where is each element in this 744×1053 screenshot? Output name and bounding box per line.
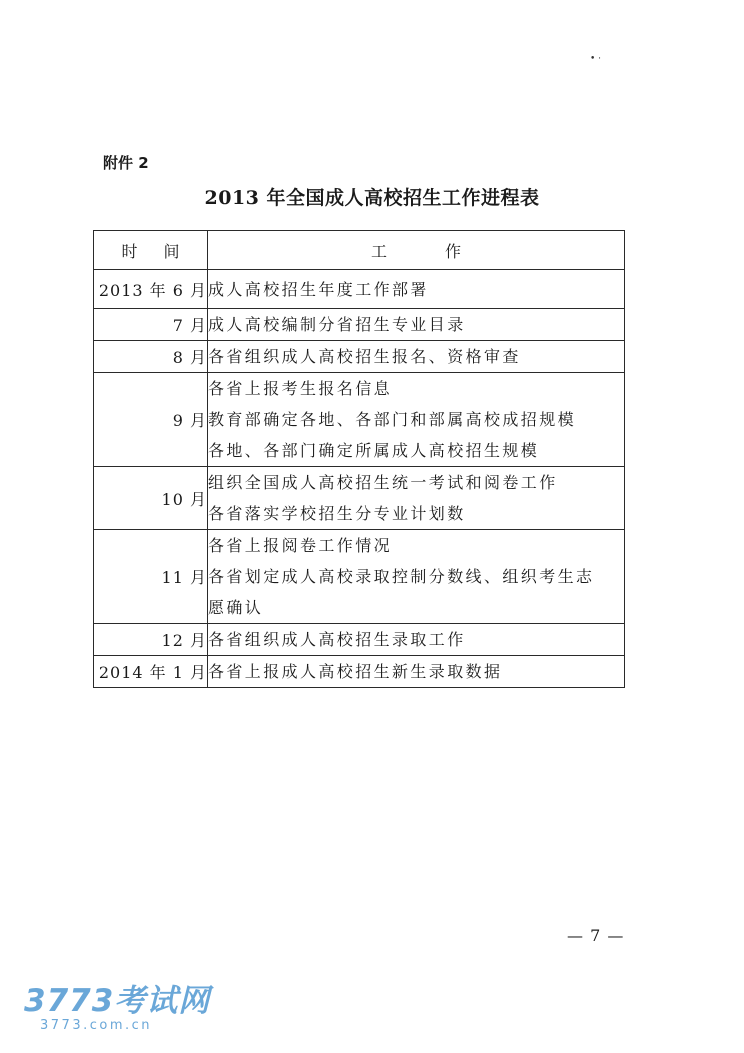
table-row — [94, 656, 625, 688]
work-line: 各省落实学校招生分专业计划数 — [208, 504, 466, 523]
time-cell: 10 月 — [94, 467, 208, 530]
work-line: 各省上报成人高校招生新生录取数据 — [208, 662, 503, 681]
time-cell: 2013 年 6 月 — [94, 270, 208, 309]
header-time — [94, 231, 208, 270]
table-row — [94, 373, 625, 467]
time-cell: 7 月 — [94, 309, 208, 341]
scan-specks: • · — [590, 54, 602, 64]
work-line: 成人高校编制分省招生专业目录 — [208, 315, 466, 334]
header-work-char: 作 — [445, 241, 462, 261]
table-header-row — [94, 231, 625, 270]
table-row — [94, 309, 625, 341]
table-row — [94, 530, 625, 624]
work-cell — [208, 270, 625, 309]
work-line: 各省组织成人高校招生报名、资格审查 — [208, 347, 521, 366]
work-line: 各省上报考生报名信息 — [208, 379, 393, 398]
work-line: 组织全国成人高校招生统一考试和阅卷工作 — [208, 473, 558, 492]
work-line: 各省上报阅卷工作情况 — [208, 536, 393, 555]
table-row — [94, 467, 625, 530]
work-line: 愿确认 — [208, 598, 264, 617]
work-cell — [208, 309, 625, 341]
work-line: 各省划定成人高校录取控制分数线、组织考生志 — [208, 567, 595, 586]
table-row — [94, 624, 625, 656]
time-cell: 8 月 — [94, 341, 208, 373]
document-title: 2013 年全国成人高校招生工作进程表 — [204, 187, 540, 209]
progress-table — [93, 230, 625, 688]
watermark-logo — [24, 984, 210, 1034]
work-line: 教育部确定各地、各部门和部属高校成招规模 — [208, 410, 577, 429]
page-number: — 7 — — [567, 926, 625, 945]
time-cell: 12 月 — [94, 624, 208, 656]
time-cell: 2014 年 1 月 — [94, 656, 208, 688]
time-cell: 11 月 — [94, 530, 208, 624]
header-time-char: 间 — [163, 241, 180, 261]
work-line: 各地、各部门确定所属成人高校招生规模 — [208, 441, 540, 460]
work-cell — [208, 656, 625, 688]
header-work — [208, 231, 625, 270]
work-cell — [208, 467, 625, 530]
time-cell: 9 月 — [94, 373, 208, 467]
work-cell — [208, 373, 625, 467]
table-row — [94, 270, 625, 309]
header-time-char: 时 — [121, 241, 138, 261]
work-cell — [208, 341, 625, 373]
watermark-main: 3773考试网 — [24, 983, 211, 1019]
header-work-char: 工 — [370, 241, 387, 261]
watermark-sub: 3773.com.cn — [40, 1018, 152, 1033]
work-line: 成人高校招生年度工作部署 — [208, 279, 429, 299]
attachment-label: 附件 2 — [103, 154, 149, 172]
work-line: 各省组织成人高校招生录取工作 — [208, 630, 466, 649]
table-row — [94, 341, 625, 373]
work-cell — [208, 530, 625, 624]
work-cell — [208, 624, 625, 656]
